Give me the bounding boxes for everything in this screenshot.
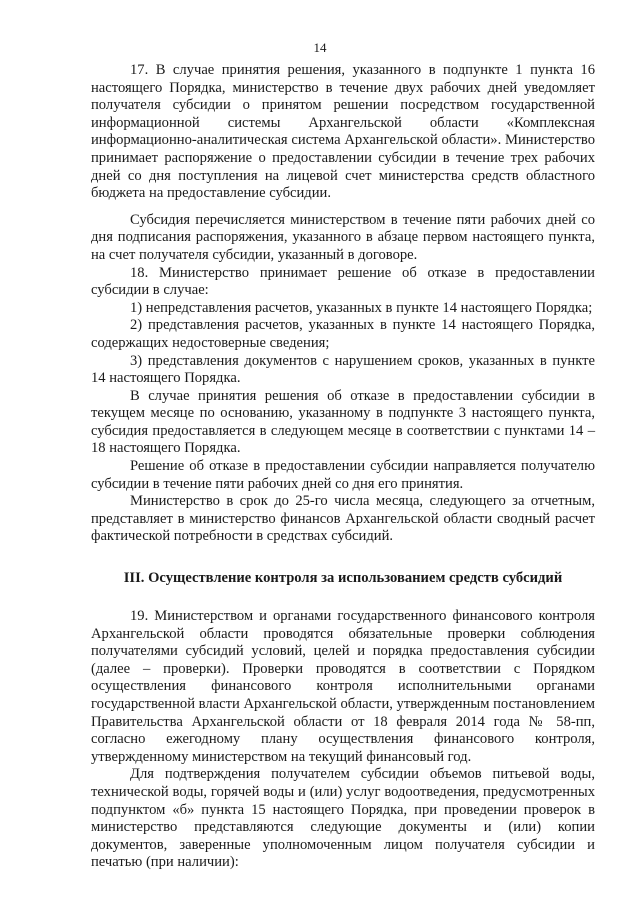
paragraph-19: 19. Министерством и органами государственного финансового контроля Архангельской области проводятся обязательные проверки соблюдения получателями субсидий условий, целей и порядка предоставления субсидии (далее – проверки). Проверки проводятся в соответствии с Порядком осуществления финансового контроля исполнительными органами государственной власти Архангельской области, утвержденным постановлением Правительства Архангельской области от 18 февраля 2014 года № 58-пп, согласно ежегодному плану осуществления финансового контроля, утвержденному министерством на текущий финансовый год. bbox=[91, 608, 595, 765]
paragraph-calculation: Министерство в срок до 25-го числа месяца, следующего за отчетным, представляет в министерство финансов Архангельской области сводный расчет фактической потребности в средствах субсидий. bbox=[91, 493, 595, 545]
list-item-3: 3) представления документов с нарушением сроков, указанных в пункте 14 настоящего Порядка. bbox=[91, 352, 595, 387]
paragraph-17: 17. В случае принятия решения, указанного в подпункте 1 пункта 16 настоящего Порядка, министерство в течение двух рабочих дней уведомляет получателя субсидии о принятом решении посредством государственной информационной системы Архангельской области «Комплексная информационно-аналитическая система Архангельской области». Министерство принимает распоряжение о предоставлении субсидии в течение трех рабочих дней со дня поступления на лицевой счет министерства средств областного бюджета на предоставление субсидии. bbox=[91, 62, 595, 202]
page-number: 14 bbox=[313, 40, 327, 55]
paragraph-subsidy-transfer: Субсидия перечисляется министерством в течение пяти рабочих дней со дня подписания распоряжения, указанного в абзаце первом настоящего пункта, на счет получателя субсидии, указанный в договоре. bbox=[91, 211, 595, 263]
paragraph-confirmation: Для подтверждения получателем субсидии объемов питьевой воды, технической воды, горячей воды и (или) услуг водоотведения, предусмотренных подпунктом «б» пункта 15 настоящего Порядка, при проведении проверок в министерство представляются следующие документы и (или) копии документов, заверенные уполномоченным лицом получателя субсидии и печатью (при наличии): bbox=[91, 766, 595, 871]
paragraph-refusal-notice: Решение об отказе в предоставлении субсидии направляется получателю субсидии в течение пяти рабочих дней со дня его принятия. bbox=[91, 458, 595, 492]
section-heading: III. Осуществление контроля за использованием средств субсидий bbox=[123, 570, 563, 587]
list-item-2: 2) представления расчетов, указанных в пункте 14 настоящего Порядка, содержащих недостоверные сведения; bbox=[91, 317, 595, 351]
paragraph-refusal-case: В случае принятия решения об отказе в предоставлении субсидии в текущем месяце по основанию, указанному в подпункте 3 настоящего пункта, субсидия предоставляется в следующем месяце в соответствии с пунктами 14 – 18 настоящего Порядка. bbox=[91, 387, 595, 457]
document-body bbox=[91, 62, 595, 872]
paragraph-18: 18. Министерство принимает решение об отказе в предоставлении субсидии в случае: bbox=[91, 264, 595, 299]
list-item-1: 1) непредставления расчетов, указанных в пункте 14 настоящего Порядка; bbox=[130, 299, 593, 316]
